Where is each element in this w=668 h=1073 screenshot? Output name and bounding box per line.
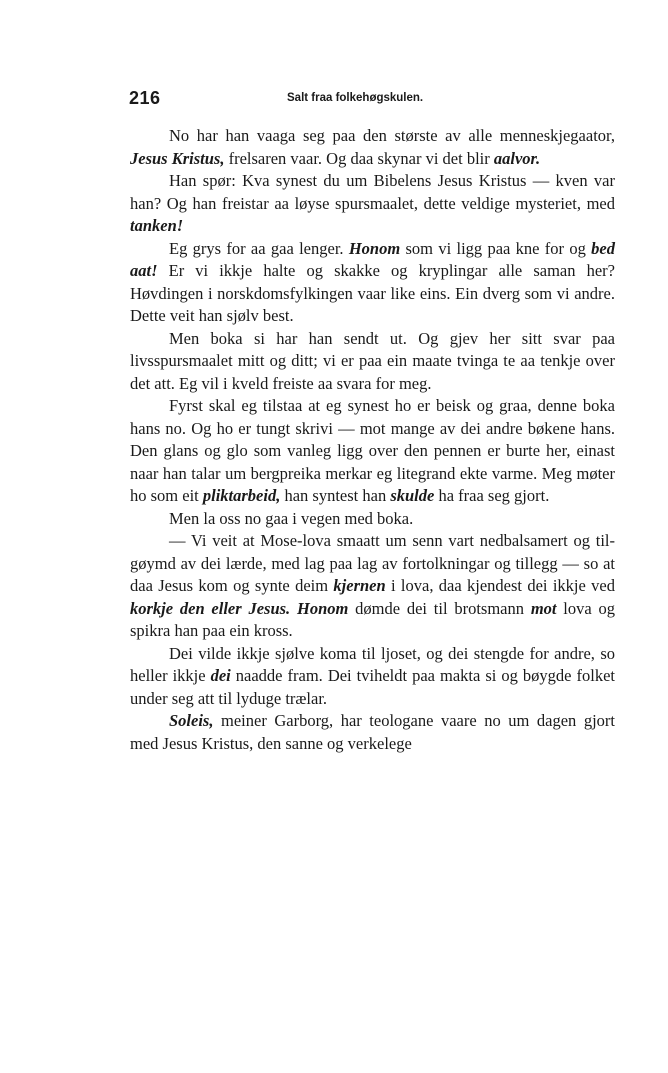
- body-text: [130, 125, 615, 755]
- text-run: [290, 599, 297, 618]
- emphasis-text: Honom: [296, 598, 349, 618]
- emphasis-text: Soleis,: [169, 711, 214, 730]
- text-run: dømde dei til brotsmann: [348, 598, 531, 618]
- emphasis-text: mot: [530, 598, 557, 618]
- emphasis-text: kjernen: [333, 576, 386, 595]
- emphasis-text: Jesus Kristus,: [130, 148, 225, 168]
- text-run: Er vi ikkje halte og skakke og kryplingar alle saman her? Høvdingen i norskdomsfylkingen vaar like eins. Ein dverg som vi andre. Dette veit han sjølv best.: [130, 261, 615, 325]
- text-run: Fyrst skal eg tilstaa at eg synest ho er beisk og graa, denne boka hans no. Og ho er tungt skrivi — mot mange av dei andre bøkene hans. Den glans og glo som vanleg ligg over den pennen er burte her, einast naar han talar um bergpreika merkar eg litegrand ekte varme. Meg møter ho som eit: [130, 396, 615, 505]
- text-run: frelsaren vaar. Og daa skynar vi det blir: [224, 148, 494, 168]
- text-run: i lova, daa kjendest dei ikkje ved: [385, 576, 615, 595]
- emphasis-text: korkje den eller Jesus.: [130, 598, 291, 618]
- emphasis-text: pliktarbeid,: [202, 486, 281, 505]
- paragraph: [130, 238, 615, 328]
- emphasis-text: skulde: [390, 486, 435, 505]
- text-run: Han spør: Kva synest du um Bibelens Jesus Kristus — kven var han? Og han freistar aa løyse spursmaalet, dette veldige mysteriet, med: [130, 171, 615, 213]
- text-run: naadde fram. Dei tviheldt paa makta si og bøygde folket under seg att til lyduge trælar.: [130, 666, 615, 708]
- paragraph: [130, 530, 615, 643]
- running-title: Salt fraa folkehøgskulen.: [287, 92, 424, 104]
- paragraph: [130, 328, 615, 396]
- paragraph: [130, 125, 615, 170]
- paragraph: [130, 508, 615, 531]
- emphasis-text: bed aat!: [130, 238, 615, 280]
- text-run: som vi ligg paa kne for og: [400, 238, 592, 258]
- paragraph: [130, 710, 615, 755]
- text-run: Men boka si har han sendt ut. Og gjev her sitt svar paa livsspursmaalet mitt og ditt; vi er paa ein maate tvinga te aa tenkje over det att. Eg vil i kveld freiste aa svara for meg.: [130, 328, 615, 393]
- paragraph: [130, 395, 615, 508]
- text-run: han syntest han: [280, 486, 391, 505]
- paragraph: [130, 643, 615, 711]
- text-run: ha fraa seg gjort.: [434, 486, 550, 505]
- page-number: 216: [129, 88, 161, 108]
- emphasis-text: Honom: [348, 238, 401, 258]
- text-run: Men la oss no gaa i vegen med boka.: [169, 508, 414, 528]
- text-run: Eg grys for aa gaa lenger.: [169, 238, 349, 258]
- emphasis-text: dei: [210, 666, 231, 685]
- text-run: No har han vaaga seg paa den største av alle menneskjegaator,: [169, 126, 615, 145]
- text-run: — Vi veit at Mose-lova smaatt um senn vart nedbalsamert og til-gøymd av dei lærde, med lag paa lag av fortolkningar og tillegg — so at daa Jesus kom og synte deim: [130, 531, 615, 595]
- text-run: meiner Garborg, har teologane vaare no um dagen gjort med Jesus Kristus, den sanne og verkelege: [130, 711, 615, 753]
- emphasis-text: tanken!: [130, 216, 184, 235]
- emphasis-text: aalvor.: [493, 148, 541, 168]
- text-run: Dei vilde ikkje sjølve koma til ljoset, og dei stengde for andre, so heller ikkje: [130, 643, 615, 685]
- text-run: lova og spikra han paa ein kross.: [130, 598, 615, 640]
- paragraph: [130, 170, 615, 238]
